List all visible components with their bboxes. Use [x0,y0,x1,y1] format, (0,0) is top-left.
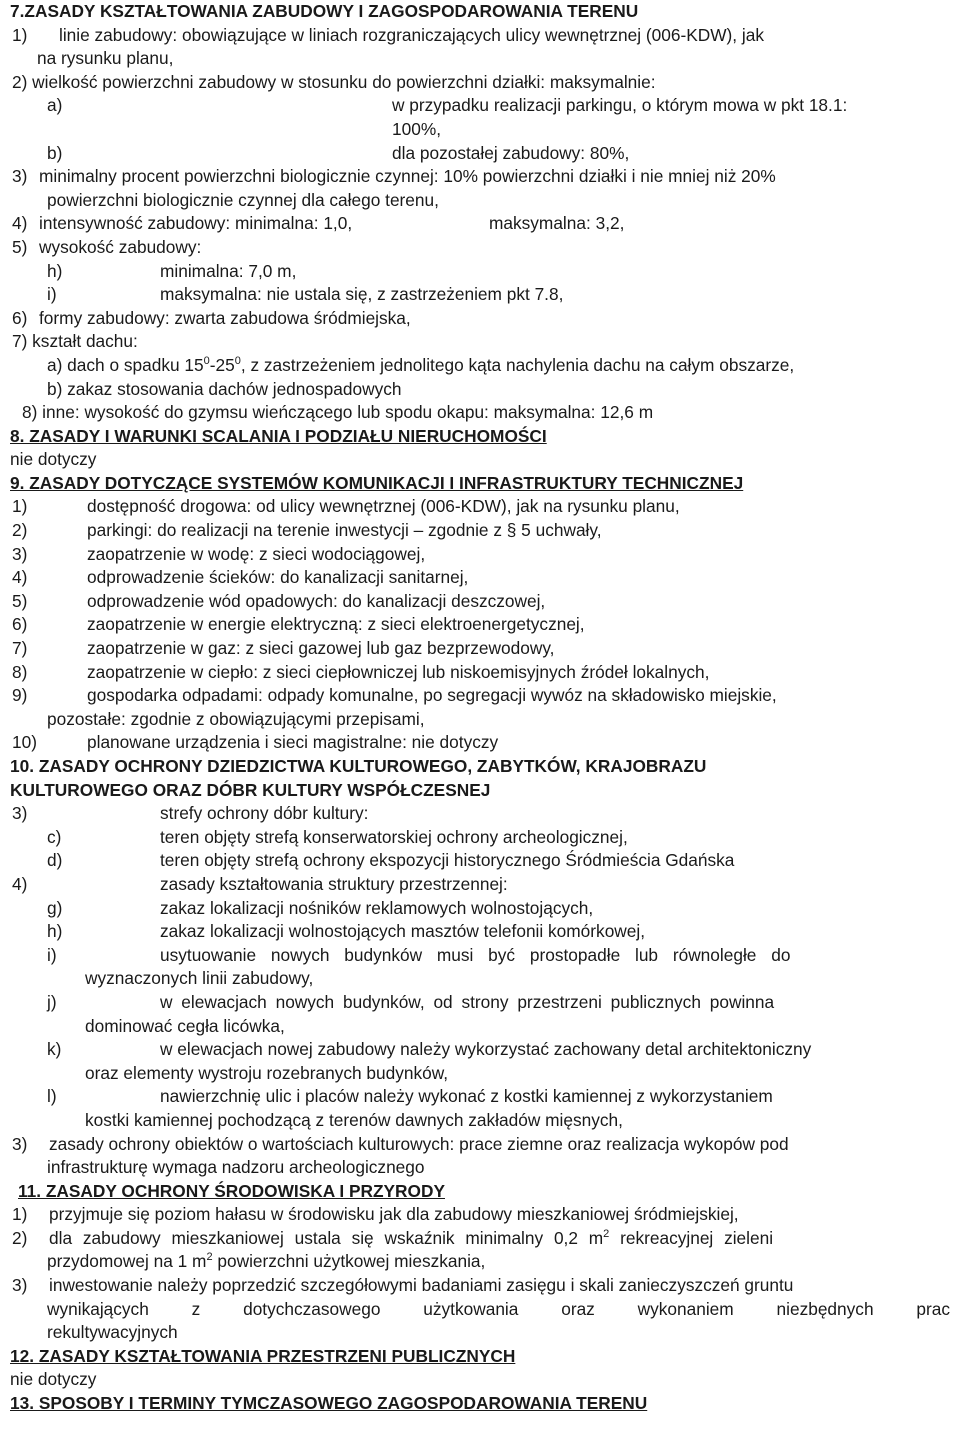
item-text: zakaz lokalizacji wolnostojących masztów telefonii komórkowej, [160,921,646,942]
degree-sup-1: 0 [203,354,210,367]
roof-text-1: a) dach o spadku 15 [47,354,204,375]
s10-item-4i-cont: wyznaczonych linii zabudowy, [85,968,314,989]
item-text: teren objęty strefą konserwatorskiej ochrony archeologicznej, [160,826,628,847]
s11-item-2 [10,1227,950,1251]
roof-text-3: , z zastrzeżeniem jednolitego kąta nachylenia dachu na całym obszarze, [240,354,795,375]
list-item [10,613,950,637]
s10-item-5-cont: infrastrukturę wymaga nadzoru archeologicznego [47,1157,425,1178]
item-text: zaopatrzenie w gaz: z sieci gazowej lub gaz bezprzewodowy, [87,638,555,659]
item-letter: h) [47,260,63,281]
item-number: 2) [12,1227,28,1248]
section-10-title-line-2: KULTUROWEGO ORAZ DÓBR KULTURY WSPÓŁCZESNEJ [10,779,491,800]
s10-item-4l [10,1085,950,1109]
item-letter: h) [47,921,63,942]
list-item [10,637,950,661]
s7-item-2b [10,142,950,166]
item-number: 3) [12,803,28,824]
item-number: 7) [12,638,28,659]
section-7-title: 7.ZASADY KSZTAŁTOWANIA ZABUDOWY I ZAGOSPODAROWANIA TERENU [10,1,639,21]
item-letter: l) [47,1086,57,1107]
roof-text-2: -25 [209,354,235,375]
s10-item-4 [10,873,950,897]
item-text: zaopatrzenie w wodę: z sieci wodociągowej, [87,543,426,564]
item-text: zaopatrzenie w energie elektryczną: z sieci elektroenergetycznej, [87,614,585,635]
sq-sup-1: 2 [603,1227,610,1240]
item-text: minimalna: 7,0 m, [160,260,297,281]
item-number: 5) [12,236,28,257]
item-number: 2) [12,520,28,541]
item-letter: b) [47,142,63,163]
item-text-2: maksymalna: 3,2, [489,213,625,234]
s11-item-3 [10,1274,950,1298]
item-text: w elewacjach nowej zabudowy należy wykorzystać zachowany detal architektoniczny [160,1039,812,1060]
indicator-text-4: powierzchni użytkowej mieszkania, [212,1251,486,1272]
item-text: formy zabudowy: zwarta zabudowa śródmiejska, [39,307,411,328]
s7-item-1 [10,24,950,48]
item-letter: g) [47,897,63,918]
section-13-title: 13. SPOSOBY I TERMINY TYMCZASOWEGO ZAGOSPODAROWANIA TERENU [10,1393,648,1414]
section-10-title-line-1: 10. ZASADY OCHRONY DZIEDZICTWA KULTUROWEGO, ZABYTKÓW, KRAJOBRAZU [10,756,707,776]
item-text: wysokość zabudowy: [39,236,202,257]
list-item [10,543,950,567]
s10-item-4j-cont: dominować cegła licówka, [85,1015,285,1036]
item-number: 4) [12,213,28,234]
item-text: inwestowanie należy poprzedzić szczegółowymi badaniami zasięgu i skali zanieczyszczeń gruntu [49,1275,794,1296]
item-text [49,1227,950,1251]
s7-item-8: 8) inne: wysokość do gzymsu wieńczącego lub spodu okapu: maksymalna: 12,6 m [22,402,654,423]
item-letter: c) [47,826,62,847]
item-text: planowane urządzenia i sieci magistralne: nie dotyczy [87,732,499,753]
item-text: dla pozostałej zabudowy: 80%, [392,142,630,163]
s10-item-3d [10,849,950,873]
section-11-title: 11. ZASADY OCHRONY ŚRODOWISKA I PRZYRODY [18,1180,445,1201]
s11-item-3-cont-1: wynikających z dotychczasowego użytkowania oraz wykonaniem niezbędnych prac [47,1298,950,1319]
s7-item-1-cont: na rysunku planu, [37,48,174,69]
section-12-title: 12. ZASADY KSZTAŁTOWANIA PRZESTRZENI PUBLICZNYCH [10,1345,516,1366]
s7-item-7a [10,354,950,378]
item-letter: d) [47,850,63,871]
item-text: odprowadzenie ścieków: do kanalizacji sanitarnej, [87,567,469,588]
s7-item-7: 7) kształt dachu: [12,331,138,352]
s10-item-4j [10,991,950,1015]
s7-item-3 [10,165,950,189]
section-9-title: 9. ZASADY DOTYCZĄCE SYSTEMÓW KOMUNIKACJI I INFRASTRUKTURY TECHNICZNEJ [10,472,744,493]
list-item [10,495,950,519]
item-text: przyjmuje się poziom hałasu w środowisku jak dla zabudowy mieszkaniowej śródmiejskiej, [49,1204,739,1225]
item-text: linie zabudowy: obowiązujące w liniach rozgraniczających ulicy wewnętrznej (006-KDW), jak [59,24,764,45]
indicator-text-3: przydomowej na 1 m [47,1251,207,1272]
section-8-title: 8. ZASADY I WARUNKI SCALANIA I PODZIAŁU NIERUCHOMOŚCI [10,425,547,446]
indicator-text-1: dla zabudowy mieszkaniowej ustala się wskaźnik minimalny 0,2 m [49,1227,604,1248]
s11-item-2-cont [10,1250,950,1274]
s7-item-3-cont: powierzchni biologicznie czynnej dla całego terenu, [47,189,439,210]
item-text: teren objęty strefą ochrony ekspozycji historycznego Śródmieścia Gdańska [160,850,735,871]
item-text: intensywność zabudowy: minimalna: 1,0, [39,213,353,234]
item-number: 1) [12,1204,28,1225]
s7-item-7b: b) zakaz stosowania dachów jednospadowych [47,378,402,399]
indicator-text-2: rekreacyjnej zieleni [609,1227,774,1248]
item-letter: i) [47,944,57,965]
item-text: nawierzchnię ulic i placów należy wykonać z kostki kamiennej z wykorzystaniem [160,1086,773,1107]
s11-item-1 [10,1203,950,1227]
item-number: 3) [12,543,28,564]
item-number: 6) [12,614,28,635]
item-text: zasady kształtowania struktury przestrzennej: [160,873,508,894]
item-number: 4) [12,873,28,894]
section-9-list [10,495,950,707]
item-text: zakaz lokalizacji nośników reklamowych wolnostojących, [160,897,594,918]
s7-item-2a [10,94,950,118]
section-12-body: nie dotyczy [10,1369,97,1390]
item-text: parkingi: do realizacji na terenie inwestycji – zgodnie z § 5 uchwały, [87,520,602,541]
s10-item-4h [10,920,950,944]
item-text: zasady ochrony obiektów o wartościach kulturowych: prace ziemne oraz realizacja wykopów pod [49,1133,789,1154]
sq-sup-2: 2 [206,1251,213,1264]
item-number: 3) [12,1133,28,1154]
list-item [10,590,950,614]
s10-item-4i [10,944,950,968]
item-letter: i) [47,284,57,305]
item-text: usytuowanie nowych budynków musi być prostopadłe lub równoległe do [160,944,791,965]
degree-sup-2: 0 [234,354,241,367]
s10-item-4k [10,1038,950,1062]
item-letter: j) [47,991,57,1012]
item-letter: a) [47,95,63,116]
s7-item-6 [10,307,950,331]
item-text: zaopatrzenie w ciepło: z sieci ciepłowniczej lub niskoemisyjnych źródeł lokalnych, [87,661,710,682]
item-number: 5) [12,590,28,611]
item-text: gospodarka odpadami: odpady komunalne, po segregacji wywóz na składowisko miejskie, [87,685,777,706]
s7-item-5 [10,236,950,260]
document-page [10,0,950,1416]
section-8-body: nie dotyczy [10,449,97,470]
item-text: maksymalna: nie ustala się, z zastrzeżeniem pkt 7.8, [160,284,564,305]
s7-item-5h [10,260,950,284]
item-number: 1) [12,496,28,517]
item-number: 8) [12,661,28,682]
list-item [10,566,950,590]
item-number: 6) [12,307,28,328]
s10-item-4l-cont: kostki kamiennej pochodzącą z terenów dawnych zakładów mięsnych, [85,1109,623,1130]
item-letter: k) [47,1039,62,1060]
item-text: minimalny procent powierzchni biologicznie czynnej: 10% powierzchni działki i nie mniej niż 20% [39,166,776,187]
list-item [10,684,950,708]
s10-item-5 [10,1133,950,1157]
s7-item-2: 2) wielkość powierzchni zabudowy w stosunku do powierzchni działki: maksymalnie: [12,71,656,92]
s10-item-3c [10,826,950,850]
s10-item-4g [10,897,950,921]
item-number: 9) [12,685,28,706]
s7-item-5i [10,283,950,307]
item-text: odprowadzenie wód opadowych: do kanalizacji deszczowej, [87,590,546,611]
s10-item-4k-cont: oraz elementy wystroju rozebranych budynków, [85,1062,449,1083]
s7-item-4 [10,212,950,236]
item-text: w elewacjach nowych budynków, od strony przestrzeni publicznych powinna [160,991,775,1012]
s9-item-10 [10,731,950,755]
item-text: strefy ochrony dóbr kultury: [160,803,369,824]
item-number: 1) [12,24,28,45]
item-text: dostępność drogowa: od ulicy wewnętrznej (006-KDW), jak na rysunku planu, [87,496,680,517]
list-item [10,519,950,543]
item-number: 3) [12,1275,28,1296]
s11-item-3-cont-2: rekultywacyjnych [47,1322,178,1343]
item-number: 10) [12,732,37,753]
s9-item-9-cont: pozostałe: zgodnie z obowiązującymi przepisami, [47,708,425,729]
s7-item-2a-cont: 100%, [392,118,442,139]
s10-item-3 [10,802,950,826]
list-item [10,661,950,685]
item-number: 4) [12,567,28,588]
item-number: 3) [12,166,28,187]
item-text: w przypadku realizacji parkingu, o którym mowa w pkt 18.1: [392,95,848,116]
